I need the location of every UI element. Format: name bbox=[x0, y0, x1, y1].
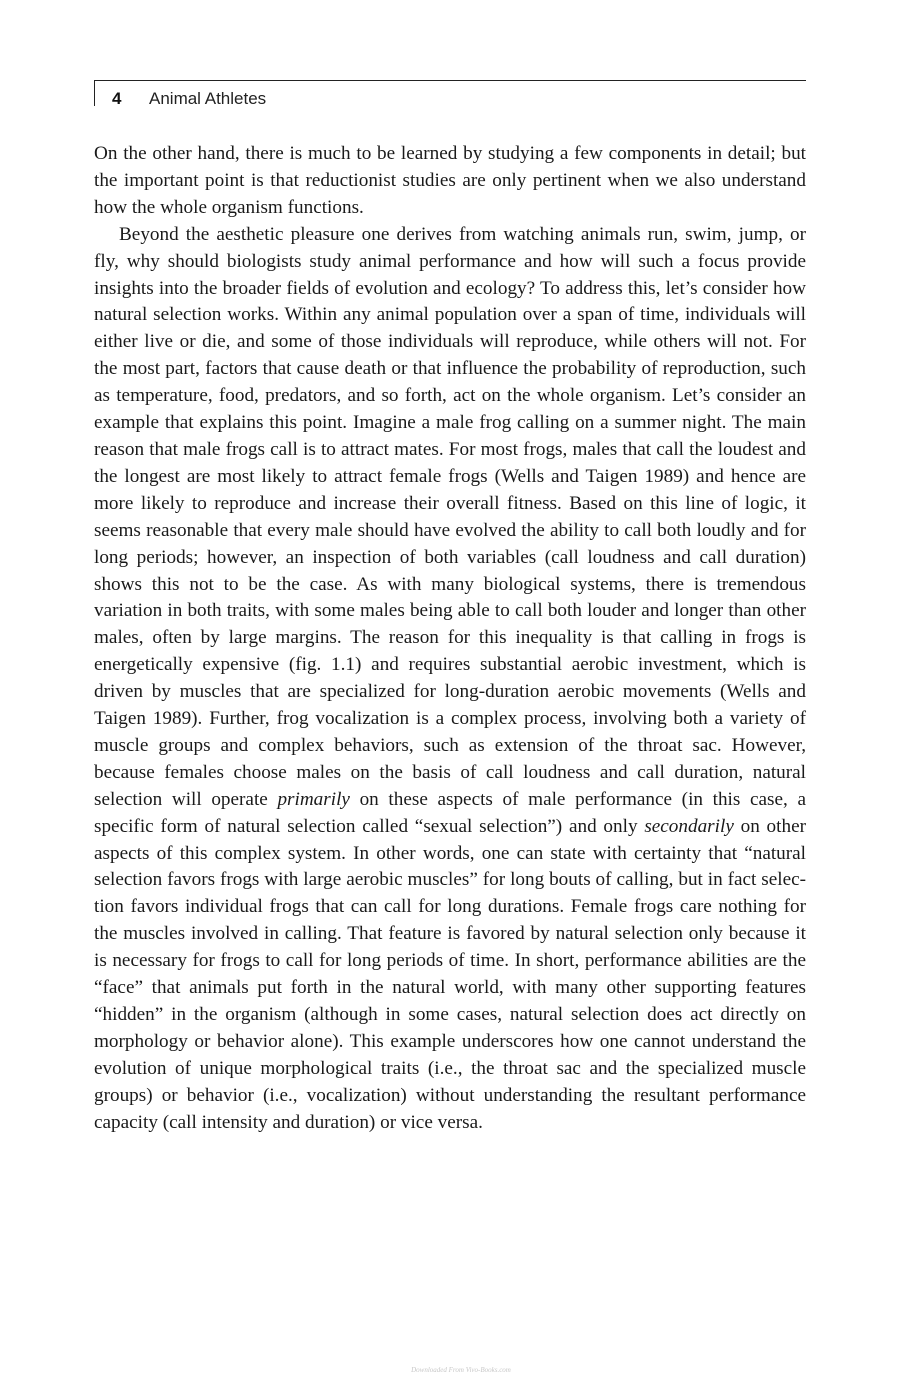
paragraph-1: On the other hand, there is much to be learned by studying a few components in detail; but the important point is that reductionist studies are only pertinent when we also understand how the whole organism functions. bbox=[94, 143, 806, 218]
paragraph-2 bbox=[94, 222, 806, 1137]
paragraph-2-part-3: on other aspects of this complex system. In other words, one can state with certainty that “natural selection favors frogs with large aerobic muscles” for long bouts of calling, but in fact selection favors individual frogs that can call for long durations. Female frogs care nothing for the muscles involved in calling. That feature is favored by natural selection only because it is necessary for frogs to call for long periods of time. In short, performance abilities are the “face” that animals put forth in the natural world, with many other supporting features “hidden” in the organism (although in some cases, natural selection does act directly on morphology or behavior alone). This example underscores how one cannot understand the evolution of unique morphological traits (i.e., the throat sac and the specialized muscle groups) or behavior (i.e., vocalization) without understanding the resultant performance capacity (call intensity and duration) or vice versa. bbox=[94, 815, 806, 1133]
emphasis-primarily: primarily bbox=[277, 788, 350, 810]
paragraph-2-part-1: Beyond the aesthetic pleasure one derives from watching animals run, swim, jump, or fly, why should biologists study animal performance and how will such a focus provide insights into the broader fields of evolution and ecology? To address this, let’s consider how natural selection works. Within any animal population over a span of time, individuals will either live or die, and some of those individuals will reproduce, while others will not. For the most part, factors that cause death or that influence the probability of reproduction, such as temperature, food, predators, and so forth, act on the whole organism. Let’s consider an example that explains this point. Imagine a male frog calling on a summer night. The main reason that male frogs call is to attract mates. For most frogs, males that call the loudest and the longest are most likely to attract female frogs (Wells and Taigen 1989) and hence are more likely to reproduce and increase their overall fitness. Based on this line of logic, it seems reasonable that every male should have evolved the ability to call both loudly and for long periods; however, an inspection of both variables (call loudness and call duration) shows this not to be the case. As with many biological systems, there is tremendous variation in both traits, with some males being able to call both louder and longer than other males, often by large margins. The reason for this inequality is that calling in frogs is energetically expensive (fig. 1.1) and requires substantial aerobic investment, which is driven by muscles that are specialized for long-duration aerobic movements (Wells and Taigen 1989). Further, frog vocalization is a complex process, involving both a variety of muscle groups and complex behaviors, such as extension of the throat sac. However, because females choose males on the basis of call loudness and call duration, natural selection will operate bbox=[94, 223, 806, 810]
download-watermark: Downloaded From Vivo-Books.com bbox=[411, 1366, 511, 1374]
body-text bbox=[94, 141, 806, 1137]
page-number: 4 bbox=[112, 89, 122, 108]
paragraph-2-part-2: on these aspects of male performance (in this case, a specific form of natural selection called “sexual selection”) and only bbox=[94, 788, 806, 837]
running-title: Animal Athletes bbox=[149, 89, 267, 108]
emphasis-secondarily: secondarily bbox=[644, 815, 734, 837]
running-head bbox=[94, 80, 806, 106]
